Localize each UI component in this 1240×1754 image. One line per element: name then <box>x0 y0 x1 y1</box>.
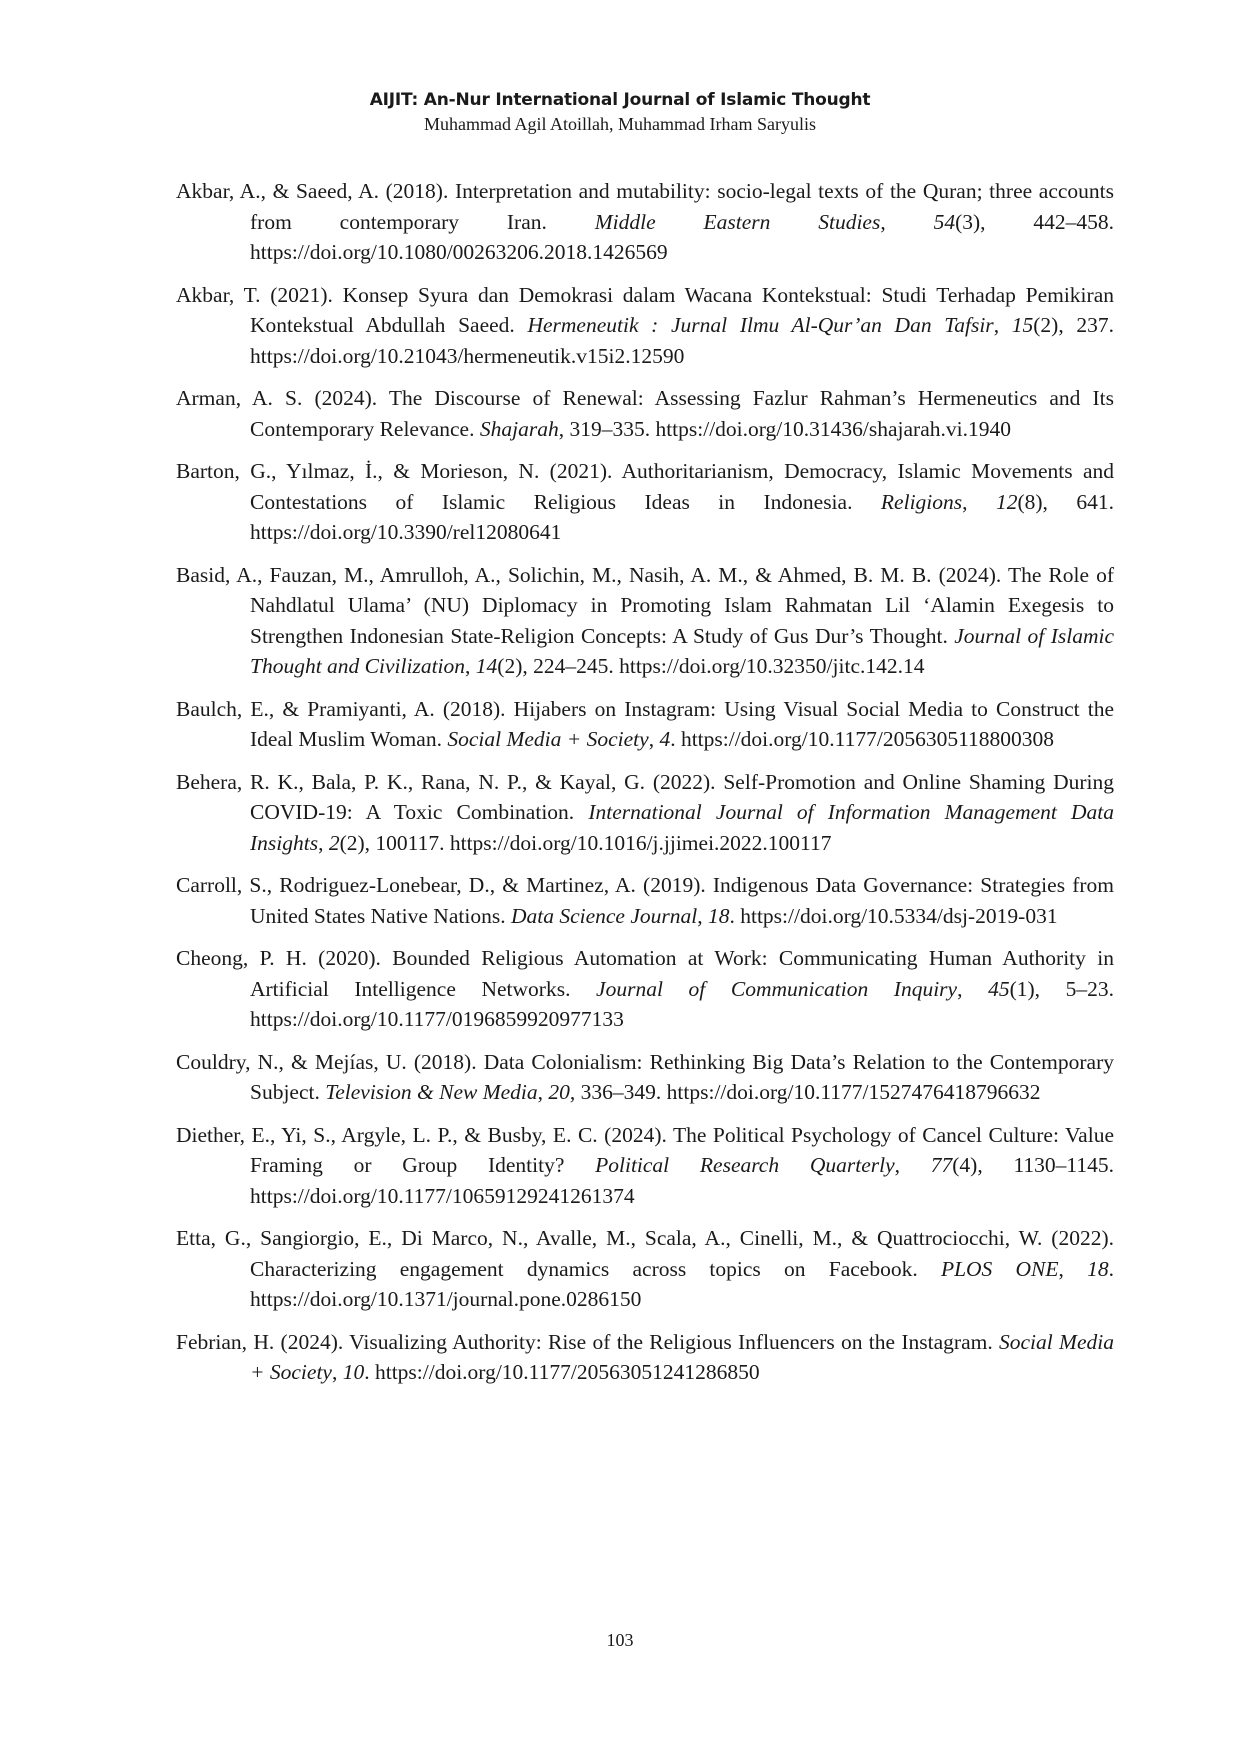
reference-text-segment: , <box>957 976 989 1001</box>
reference-italic-segment: 45 <box>988 976 1010 1001</box>
reference-italic-segment: Religions <box>880 489 963 514</box>
reference-text-segment: Akbar, A., & Saeed, A. (2018). Interpretation and mutability: socio-legal texts of the Quran; three accounts from contemporary Iran. <box>176 179 1114 234</box>
reference-italic-segment: Hermeneutik : Jurnal Ilmu Al-Qur’an Dan Tafsir <box>527 313 994 337</box>
reference-italic-segment: 18 <box>707 903 730 928</box>
reference-italic-segment: 54 <box>933 209 956 234</box>
reference-entry <box>176 456 1114 548</box>
reference-entry <box>176 1047 1114 1108</box>
reference-entry <box>176 870 1114 931</box>
reference-text-segment: (8), 641. https://doi.org/10.3390/rel12080641 <box>250 489 1115 544</box>
reference-text-segment: (2), 224–245. https://doi.org/10.32350/jitc.142.14 <box>497 654 925 678</box>
author-names: Muhammad Agil Atoillah, Muhammad Irham Saryulis <box>424 114 816 134</box>
reference-text-segment: Akbar, T. (2021). Konsep Syura dan Demokrasi dalam Wacana Kontekstual: Studi Terhadap Pemikiran Kontekstual Abdullah Saeed. <box>176 282 1114 337</box>
reference-text-segment: (2), 100117. https://doi.org/10.1016/j.jjimei.2022.100117 <box>339 830 832 855</box>
reference-list <box>176 176 1114 1400</box>
reference-text-segment: Couldry, N., & Mejías, U. (2018). Data Colonialism: Rethinking Big Data’s Relation to the Contemporary Subject. <box>176 1049 1114 1104</box>
reference-italic-segment: 18 <box>1087 1256 1109 1281</box>
reference-text-segment: . https://doi.org/10.1371/journal.pone.0286150 <box>250 1256 1115 1311</box>
reference-text-segment: (3), 442–458. https://doi.org/10.1080/00263206.2018.1426569 <box>250 209 1115 264</box>
page-number: 103 <box>606 1630 634 1650</box>
reference-italic-segment: Political Research Quarterly <box>595 1153 895 1177</box>
reference-text-segment: Diether, E., Yi, S., Argyle, L. P., & Busby, E. C. (2024). The Political Psychology of Cancel Culture: Value Framing or Group Identity? <box>176 1122 1114 1177</box>
reference-italic-segment: 12 <box>995 489 1018 514</box>
reference-italic-segment: Data Science Journal <box>510 903 698 928</box>
journal-title: AIJIT: An-Nur International Journal of Islamic Thought <box>369 90 871 110</box>
reference-text-segment: , <box>697 903 708 928</box>
running-header <box>0 88 1240 136</box>
reference-italic-segment: Middle Eastern Studies <box>594 209 881 234</box>
reference-text-segment: , <box>993 313 1012 337</box>
reference-italic-segment: Television & New Media <box>325 1080 538 1104</box>
reference-text-segment: , 336–349. https://doi.org/10.1177/1527476418796632 <box>569 1080 1041 1104</box>
reference-text-segment: , <box>331 1360 343 1384</box>
reference-text-segment: Febrian, H. (2024). Visualizing Authority: Rise of the Religious Influencers on the Instagram. <box>176 1329 1000 1354</box>
reference-text-segment: . https://doi.org/10.5334/dsj-2019-031 <box>729 903 1058 928</box>
reference-text-segment: , 319–335. https://doi.org/10.31436/shajarah.vi.1940 <box>558 416 1011 441</box>
reference-entry <box>176 1120 1114 1212</box>
reference-text-segment: Behera, R. K., Bala, P. K., Rana, N. P., & Kayal, G. (2022). Self-Promotion and Online Shaming During COVID-19: A Toxic Combination. <box>176 769 1114 824</box>
reference-entry <box>176 694 1114 755</box>
reference-text-segment: , <box>1058 1256 1088 1281</box>
reference-italic-segment: 10 <box>342 1360 365 1384</box>
reference-italic-segment: 20 <box>548 1080 570 1104</box>
reference-italic-segment: Social Media + Society <box>447 727 649 751</box>
reference-entry <box>176 767 1114 859</box>
reference-italic-segment: 77 <box>930 1153 953 1177</box>
reference-entry <box>176 280 1114 372</box>
reference-text-segment: Basid, A., Fauzan, M., Amrulloh, A., Solichin, M., Nasih, A. M., & Ahmed, B. M. B. (2024). The Role of Nahdlatul Ulama’ (NU) Diplomacy in Promoting Islam Rahmatan Lil ‘Alamin Exegesis to Strengthen Indonesian State-Religion Concepts: A Study of Gus Dur’s Thought. <box>176 562 1114 648</box>
reference-text-segment: , <box>880 209 934 234</box>
reference-italic-segment: 4 <box>659 727 671 751</box>
reference-text-segment: , <box>648 727 660 751</box>
reference-text-segment: Barton, G., Yılmaz, İ., & Morieson, N. (2021). Authoritarianism, Democracy, Islamic Movements and Contestations of Islamic Religious Ideas in Indonesia. <box>176 459 1114 514</box>
reference-text-segment: (1), 5–23. https://doi.org/10.1177/0196859920977133 <box>250 976 1115 1031</box>
reference-text-segment: Baulch, E., & Pramiyanti, A. (2018). Hijabers on Instagram: Using Visual Social Media to Construct the Ideal Muslim Woman. <box>176 696 1114 751</box>
reference-italic-segment: PLOS ONE <box>940 1256 1059 1281</box>
reference-entry <box>176 176 1114 268</box>
reference-text-segment: Arman, A. S. (2024). The Discourse of Renewal: Assessing Fazlur Rahman’s Hermeneutics and Its Contemporary Relevance. <box>176 386 1114 441</box>
reference-italic-segment: Journal of Communication Inquiry <box>596 976 958 1001</box>
reference-entry <box>176 560 1114 682</box>
reference-italic-segment: International Journal of Information Management Data Insights <box>250 800 1115 855</box>
reference-text-segment: (2), 237. https://doi.org/10.21043/hermeneutik.v15i2.12590 <box>250 313 1114 368</box>
reference-entry <box>176 383 1114 444</box>
reference-italic-segment: Social Media + Society <box>250 1329 1114 1384</box>
reference-italic-segment: 15 <box>1011 313 1034 337</box>
reference-italic-segment: 14 <box>475 654 498 678</box>
reference-text-segment: . https://doi.org/10.1177/20563051241286850 <box>364 1360 760 1384</box>
reference-text-segment: , <box>465 654 476 678</box>
reference-text-segment: , <box>962 489 996 514</box>
reference-italic-segment: Journal of Islamic Thought and Civilization <box>250 623 1115 678</box>
reference-text-segment: . https://doi.org/10.1177/2056305118800308 <box>670 727 1055 751</box>
reference-entry <box>176 1223 1114 1315</box>
reference-entry <box>176 943 1114 1035</box>
reference-text-segment: Etta, G., Sangiorgio, E., Di Marco, N., Avalle, M., Scala, A., Cinelli, M., & Quattrociocchi, W. (2022). Characterizing engagement dynamics across topics on Facebook. <box>176 1226 1114 1281</box>
reference-entry <box>176 1327 1114 1388</box>
reference-text-segment: Cheong, P. H. (2020). Bounded Religious Automation at Work: Communicating Human Authority in Artificial Intelligence Networks. <box>176 946 1114 1001</box>
reference-italic-segment: 2 <box>328 830 340 855</box>
reference-text-segment: Carroll, S., Rodriguez-Lonebear, D., & Martinez, A. (2019). Indigenous Data Governance: Strategies from United States Native Nations. <box>176 873 1114 928</box>
reference-text-segment: , <box>894 1153 931 1177</box>
reference-text-segment: , <box>537 1080 549 1104</box>
reference-text-segment: (4), 1130–1145. https://doi.org/10.1177/10659129241261374 <box>250 1153 1114 1208</box>
reference-text-segment: , <box>318 830 329 855</box>
reference-italic-segment: Shajarah <box>479 416 559 441</box>
